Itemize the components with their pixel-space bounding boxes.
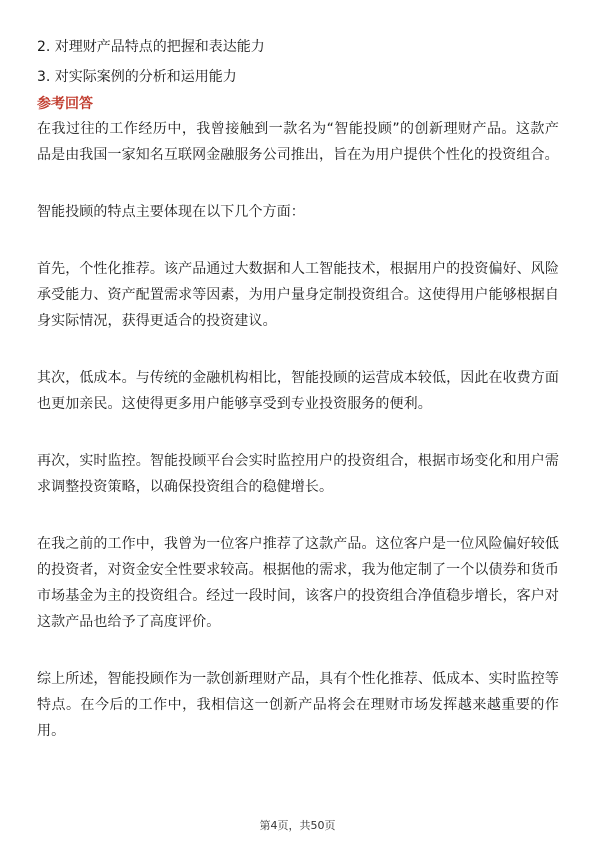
answer-heading: 参考回答 xyxy=(37,96,93,112)
page-content xyxy=(37,32,559,744)
page-number: 第4页，共50页 xyxy=(259,819,336,832)
evaluation-point-3: 3. 对实际案例的分析和运用能力 xyxy=(37,69,237,85)
paragraph-personalized: 首先，个性化推荐。该产品通过大数据和人工智能技术，根据用户的投资偏好、风险承受能力、资产配置需求等因素，为用户量身定制投资组合。这使得用户能够根据自身实际情况，获得更适合的投资建议。 xyxy=(37,261,559,329)
paragraph-monitoring: 再次，实时监控。智能投顾平台会实时监控用户的投资组合，根据市场变化和用户需求调整投资策略，以确保投资组合的稳健增长。 xyxy=(37,453,559,495)
paragraph-intro: 在我过往的工作经历中，我曾接触到一款名为“智能投顾”的创新理财产品。这款产品是由我国一家知名互联网金融服务公司推出，旨在为用户提供个性化的投资组合。 xyxy=(37,121,559,163)
paragraph-conclusion: 综上所述，智能投顾作为一款创新理财产品，具有个性化推荐、低成本、实时监控等特点。在今后的工作中，我相信这一创新产品将会在理财市场发挥越来越重要的作用。 xyxy=(37,671,559,739)
paragraph-case: 在我之前的工作中，我曾为一位客户推荐了这款产品。这位客户是一位风险偏好较低的投资者，对资金安全性要求较高。根据他的需求，我为他定制了一个以债券和货币市场基金为主的投资组合。经过一段时间，该客户的投资组合净值稳步增长，客户对这款产品也给予了高度评价。 xyxy=(37,536,559,630)
paragraph-low-cost: 其次，低成本。与传统的金融机构相比，智能投顾的运营成本较低，因此在收费方面也更加亲民。这使得更多用户能够享受到专业投资服务的便利。 xyxy=(37,370,559,412)
paragraph-features-lead: 智能投顾的特点主要体现在以下几个方面： xyxy=(37,204,305,220)
evaluation-point-2: 2. 对理财产品特点的把握和表达能力 xyxy=(37,39,265,55)
